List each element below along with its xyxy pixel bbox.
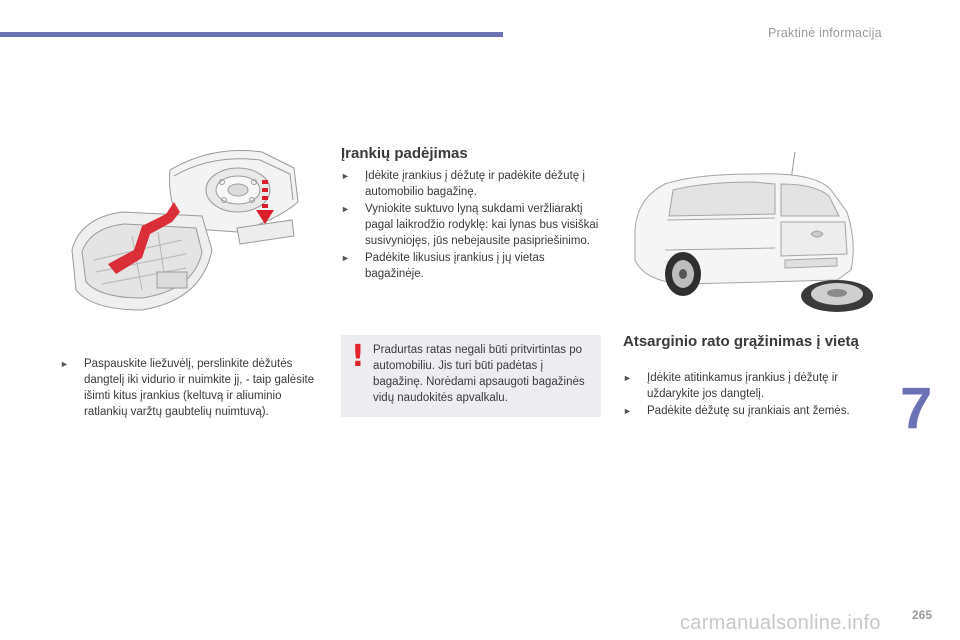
spare-wheel-icon bbox=[801, 280, 873, 312]
bullet-arrow-icon: ► bbox=[341, 171, 350, 181]
tools-section-title: Įrankių padėjimas bbox=[341, 145, 468, 162]
header-accent-bar bbox=[0, 32, 503, 37]
warning-note bbox=[341, 335, 601, 417]
spare-section-title: Atsarginio rato grąžinimas į vietą bbox=[623, 333, 859, 350]
warning-text: Pradurtas ratas negali būti pritvirtintas po automobiliu. Jis turi būti padėtas į bagažinę. Norėdami apsaugoti bagažinės vidų naudokitės apvalkalu. bbox=[373, 344, 585, 404]
bullet-arrow-icon: ► bbox=[623, 406, 632, 416]
car-wheel-icon bbox=[665, 252, 701, 296]
page-header: Praktinė informacija bbox=[768, 26, 882, 40]
list-item: ► Paspauskite liežuvėlį, perslinkite dėžutės dangtelį iki vidurio ir nuimkite jį, - taip galėsite išimti kitus įrankius (keltuvą ir aliuminio ratlankių varžtų gaubtelių nuimtuvą). bbox=[60, 358, 315, 418]
warning-icon: ! bbox=[351, 339, 365, 374]
list-item: ► Įdėkite atitinkamus įrankius į dėžutę ir uždarykite jos dangtelį. bbox=[623, 372, 839, 400]
page-number: 265 bbox=[912, 608, 933, 622]
bullet-arrow-icon: ► bbox=[60, 359, 69, 369]
bullet-arrow-icon: ► bbox=[341, 253, 350, 263]
list-item: ► Įdėkite įrankius į dėžutę ir padėkite dėžutę į automobilio bagažinę. bbox=[341, 170, 585, 198]
bullet-arrow-icon: ► bbox=[623, 373, 632, 383]
watermark: carmanualsonline.info bbox=[680, 612, 881, 634]
list-item: ► Vyniokite suktuvo lyną sukdami veržliaraktį pagal laikrodžio rodyklę: kai lynas bus visiškai susivyniojęs, jūs nebejausite pasipriešinimo. bbox=[341, 203, 599, 247]
bullet-arrow-icon: ► bbox=[341, 204, 350, 214]
car-with-spare-wheel-illustration bbox=[625, 150, 885, 320]
tools-steps-list bbox=[341, 168, 603, 283]
chapter-number: 7 bbox=[900, 376, 933, 441]
remove-cover-list bbox=[60, 356, 315, 421]
tool-box-illustration bbox=[62, 140, 312, 325]
list-item: ► Padėkite dėžutę su įrankiais ant žemės. bbox=[623, 405, 850, 417]
list-item: ► Padėkite likusius įrankius į jų vietas bagažinėje. bbox=[341, 252, 545, 280]
spare-steps-list bbox=[623, 370, 883, 420]
